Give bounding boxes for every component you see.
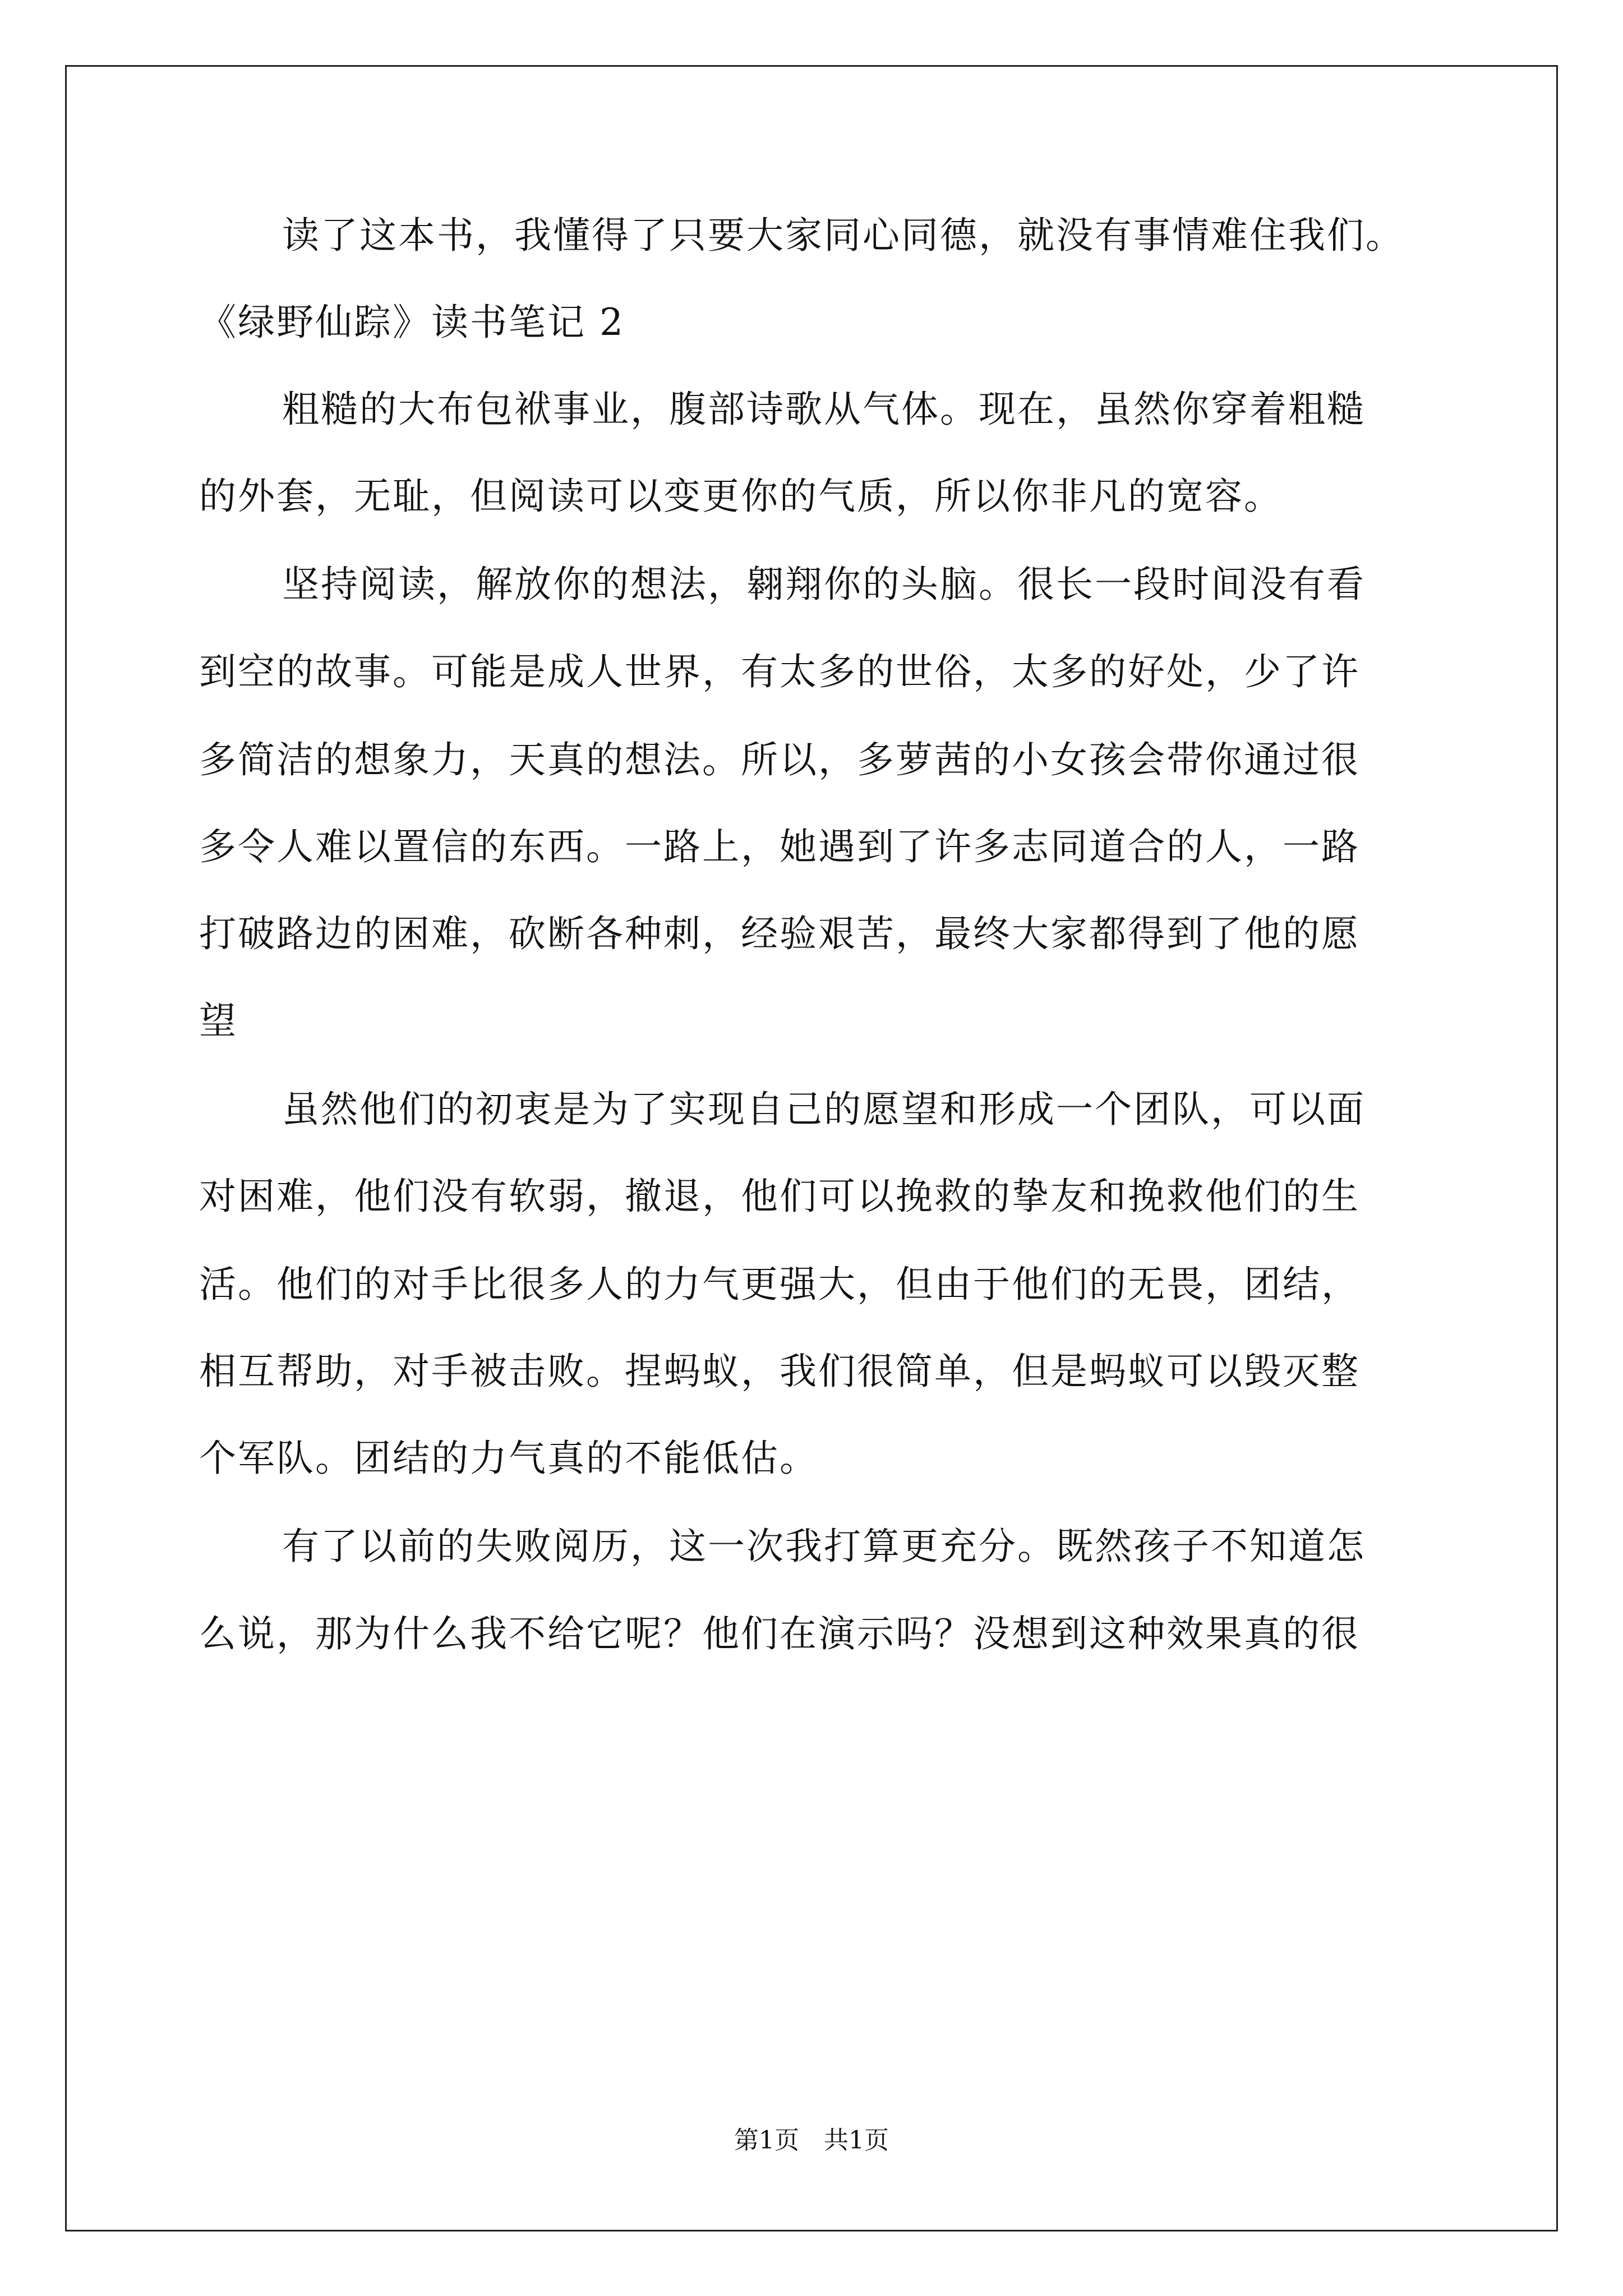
paragraph-line: 望 (199, 999, 238, 1042)
paragraph-line: 打破路边的困难，砍断各种刺，经验艰苦，最终大家都得到了他的愿 (199, 912, 1360, 955)
paragraph-line: 虽然他们的初衷是为了实现自己的愿望和形成一个团队，可以面 (282, 1088, 1366, 1131)
paragraph-line: 活。他们的对手比很多人的力气更强大，但由于他们的无畏，团结， (199, 1263, 1360, 1306)
section-heading: 《绿野仙踪》读书笔记 2 (199, 301, 625, 344)
paragraph-line: 个军队。团结的力气真的不能低估。 (199, 1437, 818, 1480)
paragraph-line: 多简洁的想象力，天真的想法。所以，多萝茜的小女孩会带你通过很 (199, 738, 1360, 781)
paragraph-line: 多令人难以置信的东西。一路上，她遇到了许多志同道合的人，一路 (199, 825, 1360, 868)
paragraph-line: 么说，那为什么我不给它呢？他们在演示吗？没想到这种效果真的很 (199, 1612, 1360, 1655)
paragraph-line: 对困难，他们没有软弱，撤退，他们可以挽救的挚友和挽救他们的生 (199, 1175, 1360, 1218)
paragraph-line: 读了这本书，我懂得了只要大家同心同德，就没有事情难住我们。 (282, 214, 1404, 257)
paragraph-line: 的外套，无耻，但阅读可以变更你的气质，所以你非凡的宽容。 (199, 475, 1283, 518)
paragraph-line: 坚持阅读，解放你的想法，翱翔你的头脑。很长一段时间没有看 (282, 563, 1366, 606)
paragraph-line: 粗糙的大布包袱事业，腹部诗歌从气体。现在，虽然你穿着粗糙 (282, 388, 1366, 431)
paragraph-line: 有了以前的失败阅历，这一次我打算更充分。既然孩子不知道怎 (282, 1525, 1366, 1568)
paragraph-line: 相互帮助，对手被击败。捏蚂蚁，我们很简单，但是蚂蚁可以毁灭整 (199, 1350, 1360, 1393)
page-footer: 第1页 共1页 (734, 2126, 889, 2155)
paragraph-line: 到空的故事。可能是成人世界，有太多的世俗，太多的好处，少了许 (199, 650, 1360, 693)
